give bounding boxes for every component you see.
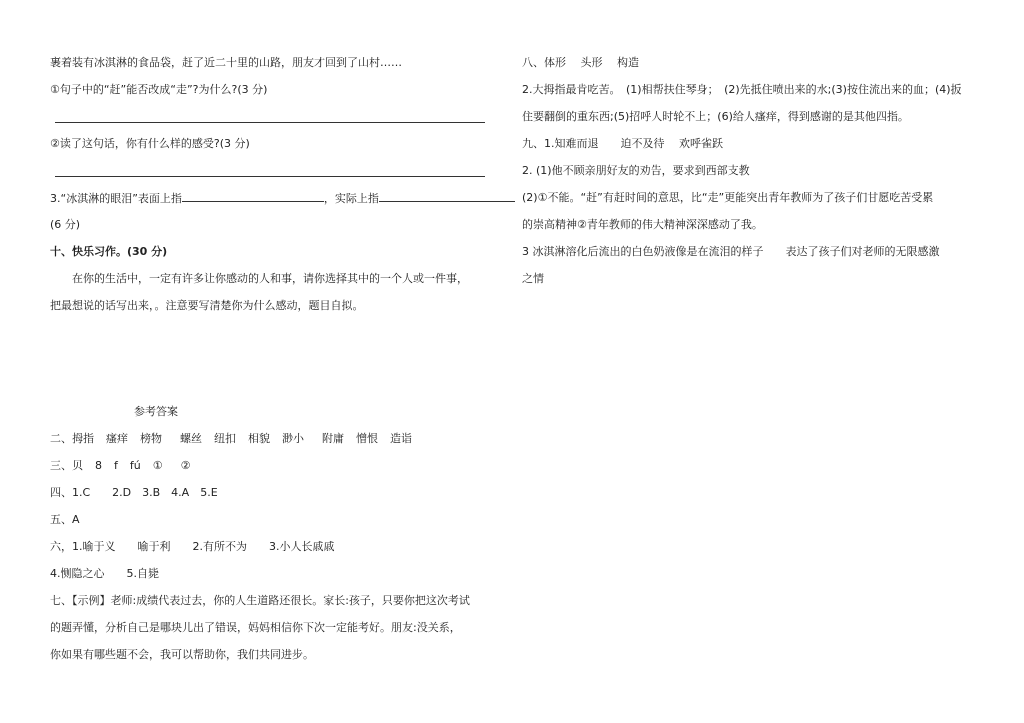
answer-2-word: 纽扣 xyxy=(214,432,236,445)
answer-2-word: 瘙痒 xyxy=(106,432,128,445)
answer-2-label: 二、 xyxy=(50,432,72,445)
answer-5: 五、A xyxy=(50,513,80,526)
answer-2-word: 造诣 xyxy=(390,432,412,445)
answer-3-item: ① xyxy=(152,459,163,472)
answer-2 xyxy=(50,432,412,446)
question-3-score: (6 分) xyxy=(50,218,81,231)
answer-line-2[interactable] xyxy=(55,176,485,177)
answer-8-2-line-1: 2.大拇指最肯吃苦。 (1)相帮扶住琴身； (2)先抵住喷出来的水;(3)按住流出来的血；(4)扳 xyxy=(522,83,962,96)
answer-2-word: 螺丝 xyxy=(180,432,202,445)
answer-3-item: 贝 xyxy=(72,459,83,472)
answer-9-3-line-2: 之情 xyxy=(522,272,544,285)
answer-7-line-2: 的题弄懂，分析自己是哪块儿出了错误，妈妈相信你下次一定能考好。朋友:没关系， xyxy=(50,621,461,634)
answer-3-item: fú xyxy=(129,459,141,472)
question-2: ②读了这句话，你有什么样的感受?(3 分) xyxy=(50,137,250,150)
section-10-title: 十、快乐习作。(30 分) xyxy=(50,245,168,258)
question-3-part-b: ，实际上指 xyxy=(323,192,379,205)
section-10-prompt-1: 在你的生活中，一定有许多让你感动的人和事，请你选择其中的一个人或一件事， xyxy=(72,272,468,285)
answer-9-1: 九、1.知难而退 迫不及待 欢呼雀跃 xyxy=(522,137,723,150)
passage-excerpt: 裹着装有冰淇淋的食品袋，赶了近二十里的山路，朋友才回到了山村…… xyxy=(50,56,402,69)
answer-2-word: 拇指 xyxy=(72,432,94,445)
answer-9-2-2-line-2: 的崇高精神②青年教师的伟大精神深深感动了我。 xyxy=(522,218,763,231)
question-3-part-a: 3.“冰淇淋的眼泪”表面上指 xyxy=(50,192,182,205)
answer-3 xyxy=(50,459,190,473)
answer-line-1[interactable] xyxy=(55,122,485,123)
answer-3-item: f xyxy=(114,459,118,472)
answer-6-line-2: 4.恻隐之心 5.自毙 xyxy=(50,567,159,580)
answer-7-line-1: 七、【示例】老师:成绩代表过去，你的人生道路还很长。家长:孩子，只要你把这次考试 xyxy=(50,594,470,607)
answer-2-word: 相貌 xyxy=(248,432,270,445)
answer-2-word: 憎恨 xyxy=(356,432,378,445)
question-3 xyxy=(50,191,515,206)
answer-8-2-line-2: 住要翻倒的重东西;(5)招呼人时轮不上；(6)给人瘙痒，得到感谢的是其他四指。 xyxy=(522,110,909,123)
answer-3-item: 8 xyxy=(95,459,102,472)
answer-9-2-2-line-1: (2)①不能。“赶”有赶时间的意思，比“走”更能突出青年教师为了孩子们甘愿吃苦受累 xyxy=(522,191,934,204)
answer-7-line-3: 你如果有哪些题不会，我可以帮助你，我们共同进步。 xyxy=(50,648,314,661)
answer-2-word: 附庸 xyxy=(322,432,344,445)
answer-9-2: 2. (1)他不顾亲朋好友的劝告，要求到西部支教 xyxy=(522,164,750,177)
question-1: ①句子中的“赶”能否改成“走”?为什么?(3 分) xyxy=(50,83,268,96)
section-10-prompt-2: 把最想说的话写出来，。注意要写清楚你为什么感动，题目自拟。 xyxy=(50,299,364,312)
blank-surface-meaning[interactable] xyxy=(182,191,324,202)
answer-3-label: 三、 xyxy=(50,459,72,472)
answer-6-line-1: 六，1.喻于义 喻于利 2.有所不为 3.小人长戚戚 xyxy=(50,540,335,553)
answer-9-3-line-1: 3 冰淇淋溶化后流出的白色奶液像是在流泪的样子 表达了孩子们对老师的无限感激 xyxy=(522,245,940,258)
answer-2-word: 渺小 xyxy=(282,432,304,445)
answer-key-title: 参考答案 xyxy=(134,405,178,418)
answer-2-word: 榜物 xyxy=(140,432,162,445)
answer-4: 四、1.C 2.D 3.B 4.A 5.E xyxy=(50,486,218,499)
answer-3-item: ② xyxy=(180,459,191,472)
answer-8-1: 八、体形 头形 构造 xyxy=(522,56,639,69)
blank-actual-meaning[interactable] xyxy=(379,191,515,202)
